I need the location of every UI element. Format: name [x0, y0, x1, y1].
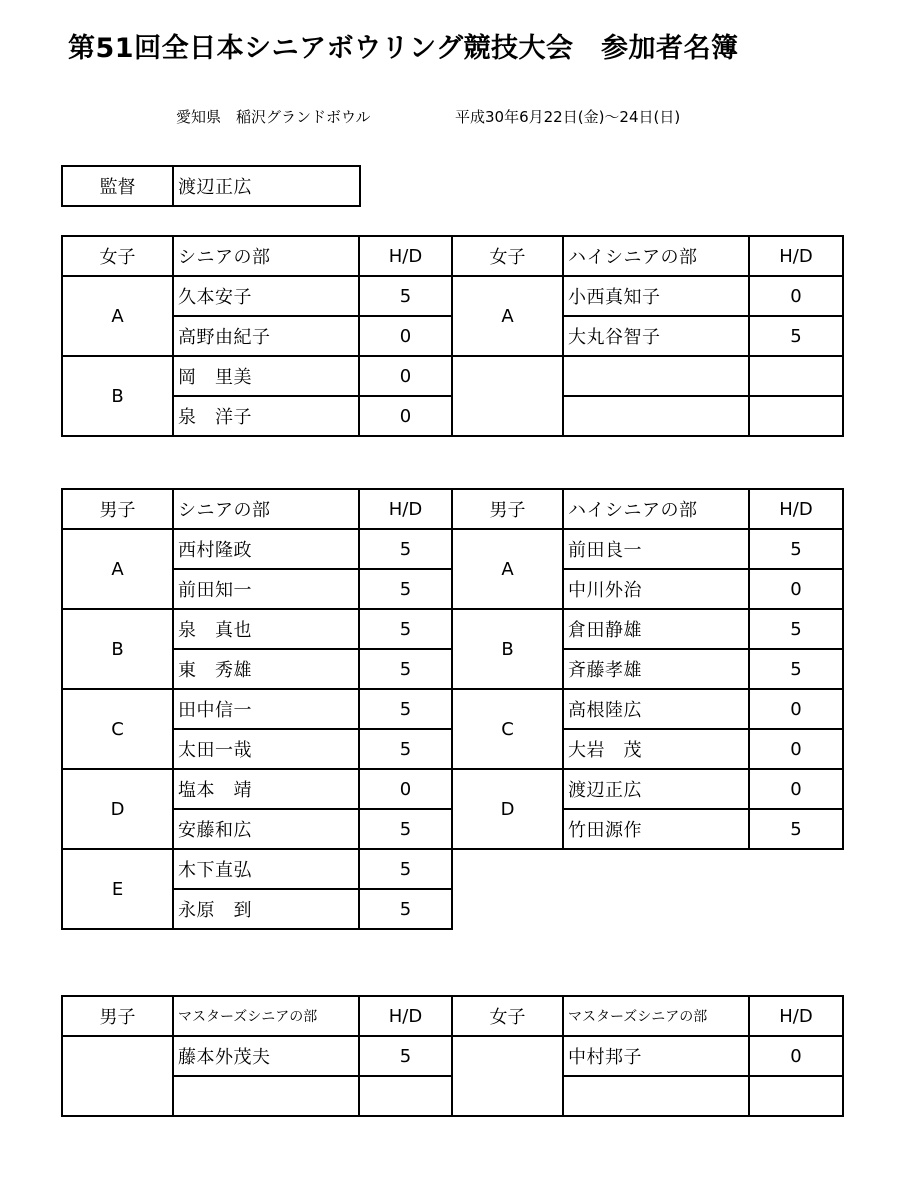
hd-header: H/D	[749, 996, 843, 1036]
hd-header: H/D	[749, 489, 843, 529]
team-label: D	[452, 769, 563, 849]
empty-cell	[749, 396, 843, 436]
handicap-value: 5	[749, 649, 843, 689]
team-label: B	[452, 609, 563, 689]
handicap-value: 5	[359, 569, 452, 609]
handicap-value: 5	[359, 1036, 452, 1076]
player-name: 泉 洋子	[173, 396, 359, 436]
player-name: 太田一哉	[173, 729, 359, 769]
table-row	[62, 276, 843, 316]
handicap-value: 5	[749, 609, 843, 649]
team-label: B	[62, 356, 173, 436]
player-name: 大岩 茂	[563, 729, 749, 769]
hd-header: H/D	[359, 489, 452, 529]
table-header-row	[62, 489, 843, 529]
team-label: C	[62, 689, 173, 769]
player-name: 高根陸広	[563, 689, 749, 729]
handicap-value: 5	[359, 809, 452, 849]
player-name: 久本安子	[173, 276, 359, 316]
handicap-value: 5	[359, 609, 452, 649]
category-header: 女子	[452, 236, 563, 276]
division-header: マスターズシニアの部	[563, 996, 749, 1036]
table-row	[62, 529, 843, 569]
category-header: 男子	[62, 996, 173, 1036]
player-name: 塩本 靖	[173, 769, 359, 809]
player-name: 小西真知子	[563, 276, 749, 316]
handicap-value: 0	[749, 276, 843, 316]
handicap-value: 0	[749, 769, 843, 809]
handicap-value: 0	[359, 356, 452, 396]
table-row	[62, 849, 843, 889]
empty-cell	[563, 396, 749, 436]
handicap-value: 5	[749, 529, 843, 569]
division-header: マスターズシニアの部	[173, 996, 359, 1036]
division-header: ハイシニアの部	[563, 489, 749, 529]
table-row	[62, 609, 843, 649]
player-name: 西村隆政	[173, 529, 359, 569]
handicap-value: 5	[359, 849, 452, 889]
team-label: C	[452, 689, 563, 769]
player-name: 永原 到	[173, 889, 359, 929]
handicap-value: 0	[359, 316, 452, 356]
empty-team-cell	[452, 1036, 563, 1116]
handicap-value: 5	[749, 316, 843, 356]
team-label: A	[452, 276, 563, 356]
team-label: D	[62, 769, 173, 849]
player-name: 中川外治	[563, 569, 749, 609]
player-name: 高野由紀子	[173, 316, 359, 356]
handicap-value: 0	[359, 396, 452, 436]
player-name: 木下直弘	[173, 849, 359, 889]
table-row	[62, 356, 843, 396]
team-label: E	[62, 849, 173, 929]
table-row	[62, 769, 843, 809]
handicap-value: 0	[749, 1036, 843, 1076]
player-name: 藤本外茂夫	[173, 1036, 359, 1076]
team-label: A	[62, 276, 173, 356]
director-name: 渡辺正広	[173, 166, 360, 206]
director-table	[61, 165, 361, 207]
empty-cell	[563, 1076, 749, 1116]
player-name: 中村邦子	[563, 1036, 749, 1076]
table-header-row	[62, 236, 843, 276]
player-name: 東 秀雄	[173, 649, 359, 689]
hd-header: H/D	[749, 236, 843, 276]
player-name: 前田知一	[173, 569, 359, 609]
handicap-value: 0	[749, 569, 843, 609]
category-header: 女子	[62, 236, 173, 276]
player-name: 竹田源作	[563, 809, 749, 849]
player-name: 前田良一	[563, 529, 749, 569]
table-row	[62, 1036, 843, 1076]
handicap-value: 5	[359, 729, 452, 769]
handicap-value: 0	[749, 689, 843, 729]
empty-cell	[563, 356, 749, 396]
venue-text: 愛知県 稲沢グランドボウル	[176, 108, 371, 126]
division-header: シニアの部	[173, 236, 359, 276]
table-row	[62, 689, 843, 729]
director-label: 監督	[62, 166, 173, 206]
table-header-row	[62, 996, 843, 1036]
player-name: 渡辺正広	[563, 769, 749, 809]
player-name: 岡 里美	[173, 356, 359, 396]
blank-area	[452, 849, 843, 929]
handicap-value: 5	[359, 649, 452, 689]
hd-header: H/D	[359, 236, 452, 276]
team-label: B	[62, 609, 173, 689]
player-name: 安藤和広	[173, 809, 359, 849]
team-label: A	[452, 529, 563, 609]
handicap-value: 5	[359, 276, 452, 316]
handicap-value: 0	[749, 729, 843, 769]
empty-cell	[749, 356, 843, 396]
category-header: 男子	[452, 489, 563, 529]
player-name: 斉藤孝雄	[563, 649, 749, 689]
team-label: A	[62, 529, 173, 609]
handicap-value: 5	[749, 809, 843, 849]
empty-team-cell	[62, 1036, 173, 1116]
event-dates: 平成30年6月22日(金)～24日(日)	[455, 108, 681, 126]
player-name: 倉田静雄	[563, 609, 749, 649]
director-row	[62, 166, 360, 206]
division-header: シニアの部	[173, 489, 359, 529]
handicap-value: 5	[359, 889, 452, 929]
masters-roster-table	[61, 995, 844, 1117]
player-name: 泉 真也	[173, 609, 359, 649]
handicap-value: 5	[359, 529, 452, 569]
empty-cell	[359, 1076, 452, 1116]
page-title: 第51回全日本シニアボウリング競技大会 参加者名簿	[68, 33, 739, 64]
women-roster-table	[61, 235, 844, 437]
empty-cell	[749, 1076, 843, 1116]
category-header: 女子	[452, 996, 563, 1036]
category-header: 男子	[62, 489, 173, 529]
player-name: 大丸谷智子	[563, 316, 749, 356]
handicap-value: 0	[359, 769, 452, 809]
empty-cell	[173, 1076, 359, 1116]
hd-header: H/D	[359, 996, 452, 1036]
handicap-value: 5	[359, 689, 452, 729]
empty-team-cell	[452, 356, 563, 436]
division-header: ハイシニアの部	[563, 236, 749, 276]
player-name: 田中信一	[173, 689, 359, 729]
men-roster-table	[61, 488, 844, 930]
